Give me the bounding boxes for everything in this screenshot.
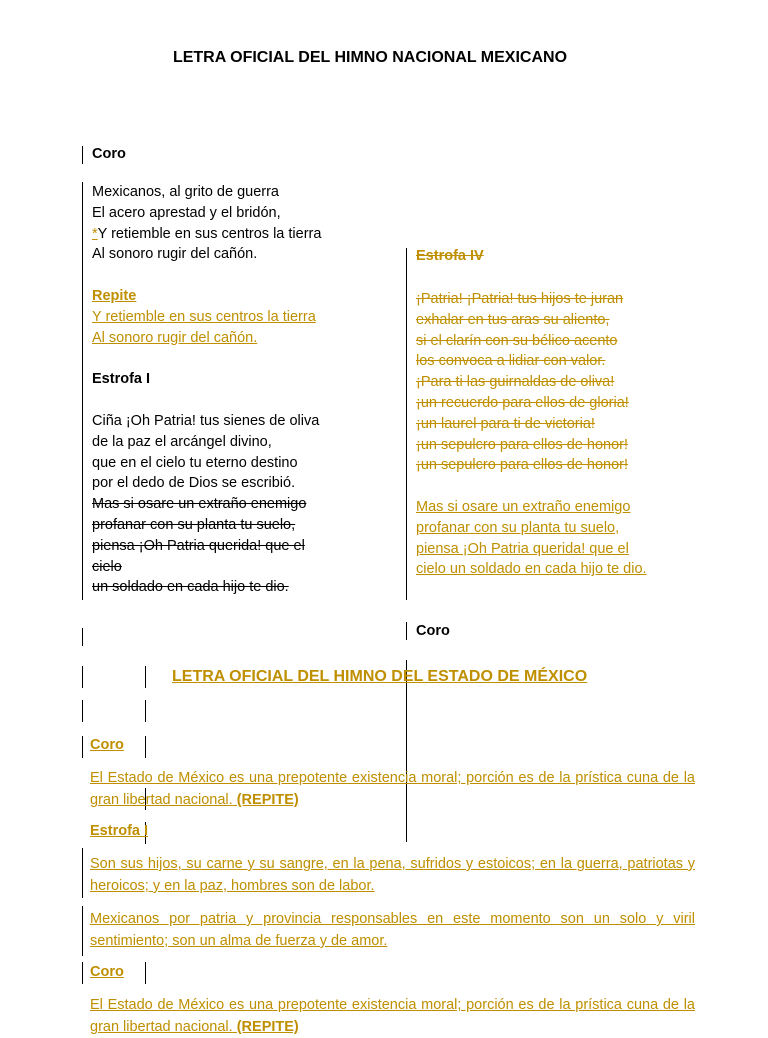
estado-coro2-heading: Coro [90,964,124,980]
inserted-stanza [416,497,695,580]
document-title: LETRA OFICIAL DEL HIMNO NACIONAL MEXICANO [172,49,568,66]
repite-heading: Repite [92,288,137,304]
coro-heading-right: Coro [416,623,450,639]
estado-estrofa1-para2: Mexicanos por patria y provincia responsables en este momento son un solo y viril sentimiento; son un alma de fuerza y de amor. [90,911,695,949]
deleted-line: Mas si osare un extraño enemigo [92,496,307,513]
estrofa1-heading: Estrofa I [92,371,151,387]
inserted-line: piensa ¡Oh Patria querida! que el [416,540,629,557]
change-bar [82,628,83,646]
estrofa-line: que en el cielo tu eterno destino [92,454,298,471]
deleted-line: ¡un recuerdo para ellos de gloria! [416,394,629,411]
estado-title: LETRA OFICIAL DEL HIMNO DEL ESTADO DE MÉXICO [172,668,588,685]
deleted-line: un soldado en cada hijo te dio. [92,579,289,596]
deleted-line: ¡Patria! ¡Patria! tus hijos te juran [416,291,624,307]
estado-estrofa1-para1: Son sus hijos, su carne y su sangre, en la pena, sufridos y estoicos; en la guerra, patriotas y heroicos; y en la paz, hombres son de labor. [90,856,695,894]
estado-coro-line: El Estado de México es una prepotente existencia moral; porción es de la prística cuna de la gran libertad nacional. [90,997,695,1035]
deleted-line: si el clarín con su bélico acento [416,332,618,349]
estado-coro-line: El Estado de México es una prepotente existencia moral; porción es de la prística cuna de la gran libertad nacional. [90,770,695,808]
change-bar [82,666,83,688]
coro-line: El acero aprestad y el bridón, [92,204,281,221]
deleted-line: ¡un sepulcro para ellos de honor! [416,457,628,474]
deleted-line: profanar con su planta tu suelo, [92,516,296,533]
estrofa-line: Ciña ¡Oh Patria! tus sienes de oliva [92,413,320,429]
estrofa4-heading: Estrofa IV [416,248,484,264]
inserted-line: Mas si osare un extraño enemigo [416,499,631,515]
estado-estrofa1-heading: Estrofa I [90,823,149,839]
estado-coro-text [90,767,695,811]
deleted-line: ¡un laurel para ti de victoria! [416,415,595,432]
estado-coro-heading: Coro [90,737,124,753]
deleted-line: ¡un sepulcro para ellos de honor! [416,436,628,453]
change-bar [82,700,83,722]
repite-line: Y retiemble en sus centros la tierra [92,308,316,325]
deleted-line: exhalar en tus aras su aliento, [416,311,610,328]
change-bar [82,182,83,600]
change-bar [82,146,83,164]
inserted-line: cielo un soldado en cada hijo te dio. [416,561,647,578]
coro-line-text: Y retiemble en sus centros la tierra [97,225,322,242]
coro-line [92,224,370,245]
repite-tag: (REPITE) [236,792,299,808]
coro-line: Al sonoro rugir del cañón. [92,246,258,263]
repite-tag: (REPITE) [236,1019,299,1035]
change-bar [82,736,83,758]
change-bar [145,700,146,722]
estrofa-line: de la paz el arcángel divino, [92,433,272,450]
coro-stanza [92,182,370,265]
change-bar [145,666,146,688]
estrofa-line: por el dedo de Dios se escribió. [92,475,296,492]
repite-block [92,286,370,348]
change-bar [145,736,146,758]
change-bar [406,622,407,640]
deleted-line: cielo [92,558,122,575]
coro-heading: Coro [92,146,126,162]
change-bar [406,660,407,842]
asterisk-mark: * [92,225,98,242]
coro-line: Mexicanos, al grito de guerra [92,184,279,200]
inserted-line: profanar con su planta tu suelo, [416,519,620,536]
estrofa1-stanza [92,411,370,598]
change-bar [82,848,83,898]
deleted-line: piensa ¡Oh Patria querida! que el [92,537,305,554]
change-bar [82,962,83,984]
change-bar [82,906,83,956]
deleted-line: ¡Para ti las guirnaldas de oliva! [416,374,615,391]
estado-coro2-text [90,994,695,1038]
change-bar [406,248,407,600]
repite-line: Al sonoro rugir del cañón. [92,329,258,346]
deleted-line: los convoca a lidiar con valor. [416,353,606,370]
estrofa4-stanza [416,289,695,476]
change-bar [145,962,146,984]
